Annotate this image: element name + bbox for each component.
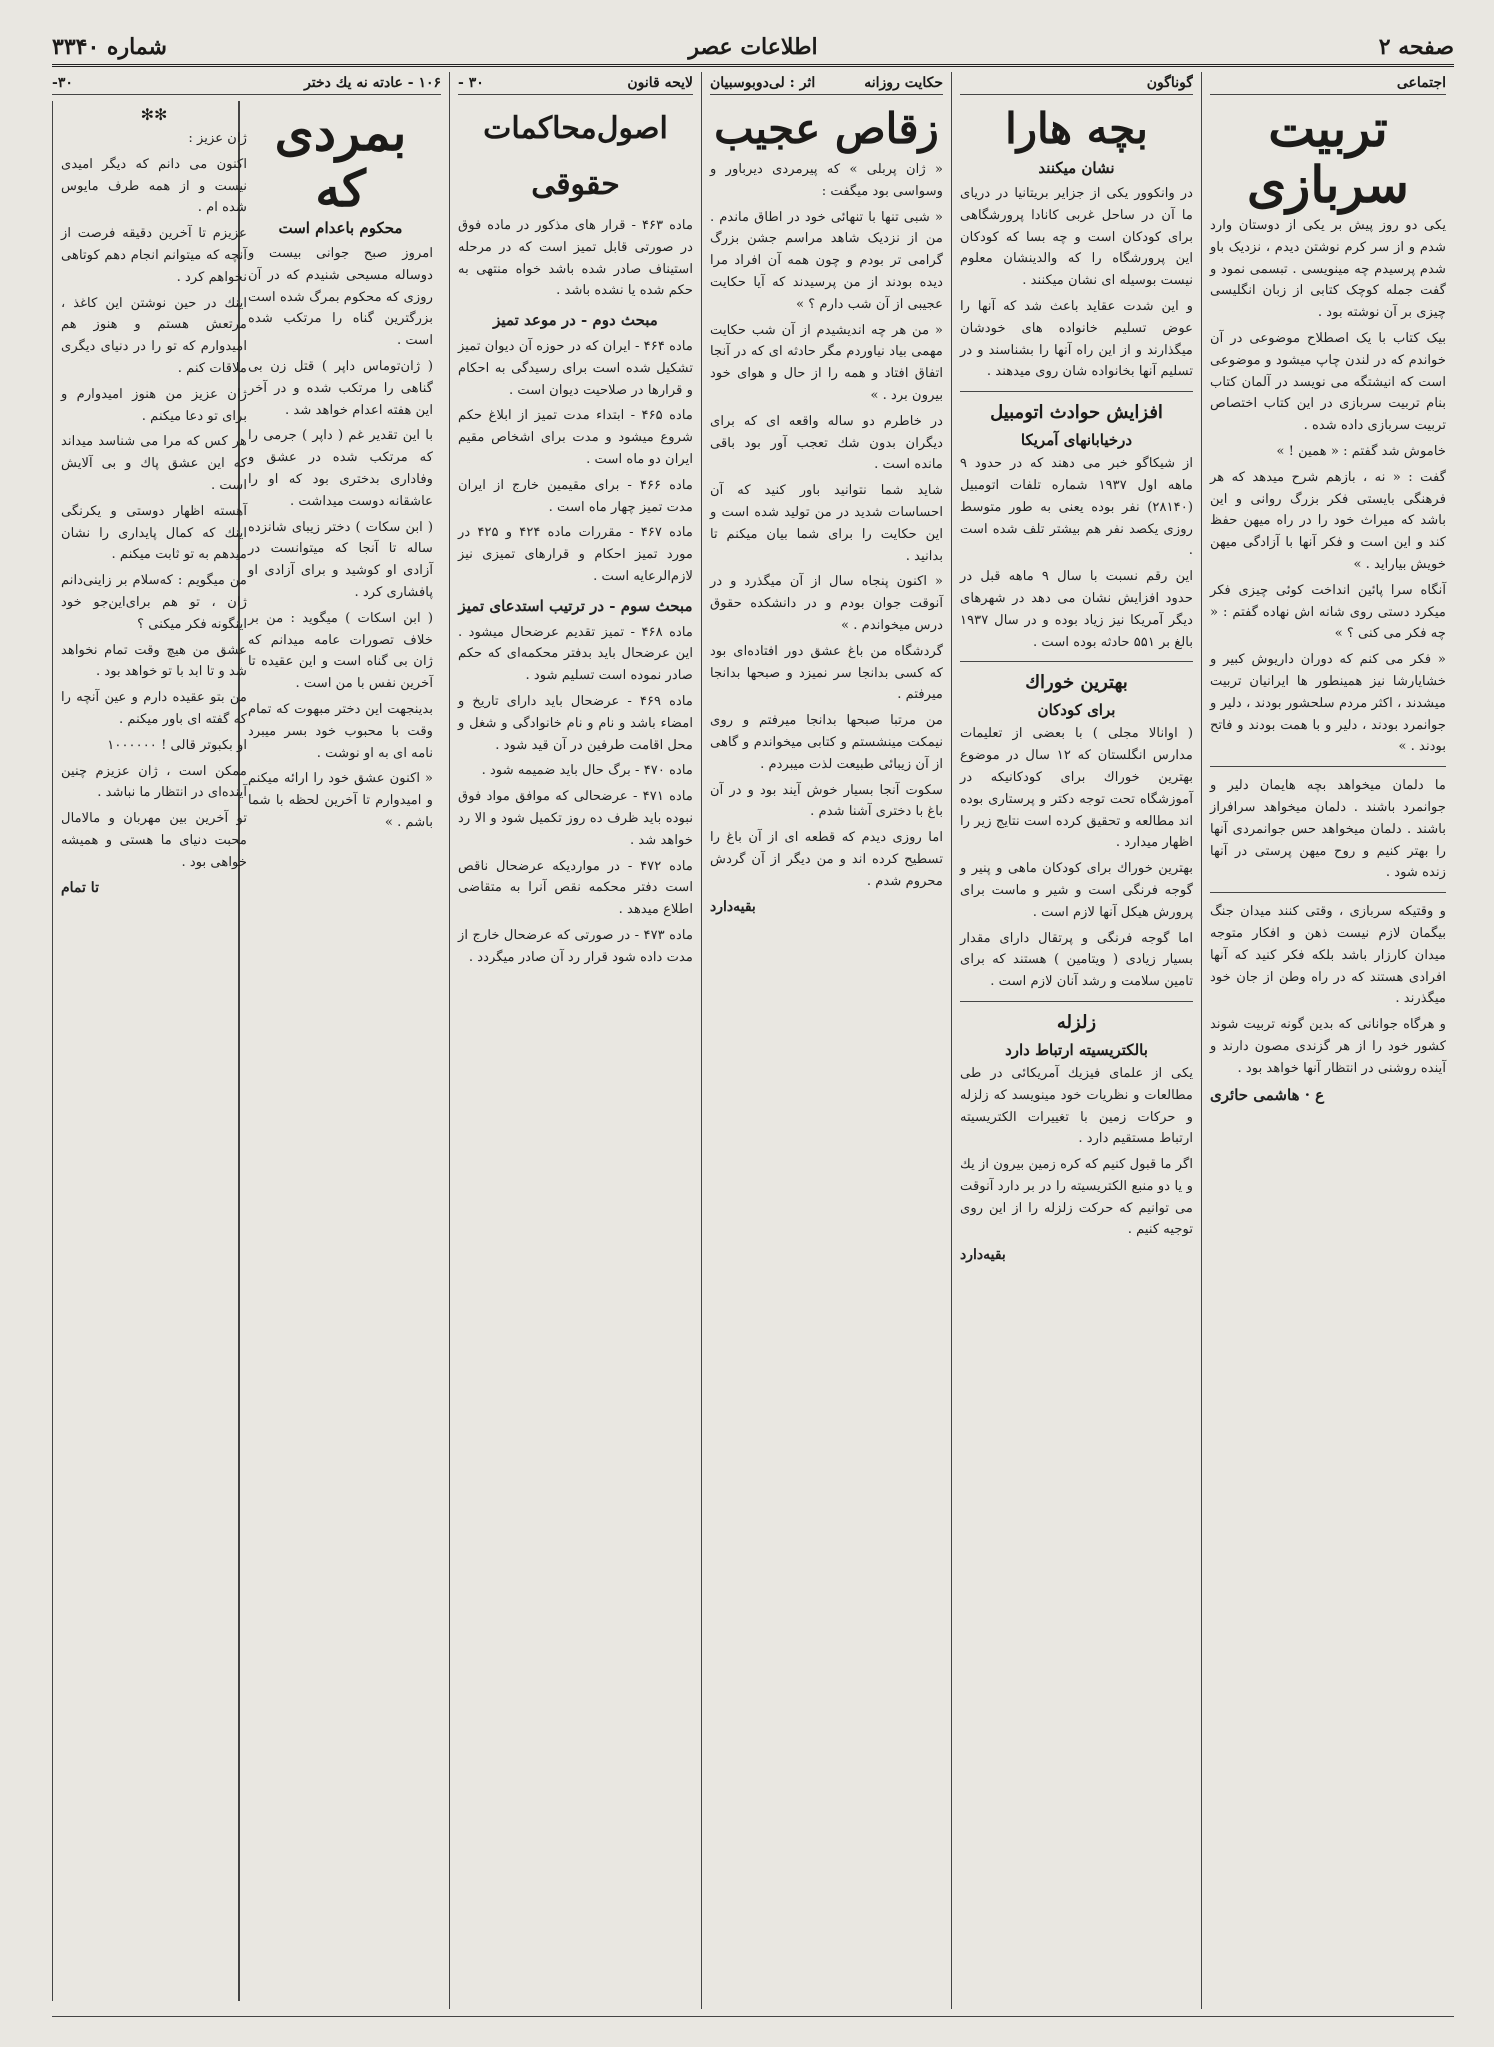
article-body xyxy=(960,183,1193,383)
column-miscellaneous xyxy=(951,72,1201,2009)
divider xyxy=(1210,766,1446,767)
article-body xyxy=(960,723,1193,993)
section-heading: مبحث دوم - در موعد تمیز xyxy=(493,311,658,330)
page-number: صفحه ۲ xyxy=(1378,34,1454,60)
issue-number: شماره ۳۳۴۰ xyxy=(52,34,167,60)
paragraph: و وقتیکه سربازی ، وقتی کنند میدان جنگ بیگمان لازم نیست ذهن و افکار متوجه میدان کارزار باشد بلکه فکر کنید که آنها افرادی هستند که در راه وطن از جان خود میگذرند . xyxy=(1210,904,1446,1007)
paragraph: ماده ۴۶۳ - قرار های مذکور در ماده فوق در صورتی قابل تمیز است که در مرحله استیناف صادر شده باشد خواه منتهی به حکم شده یا نشده باشد . xyxy=(458,218,694,299)
paragraph: بیک کتاب با یک اصطلاح موضوعی در آن خواندم که در لندن چاپ میشود و موضوعی است که انیشتگه می نویسد در آلمان کتاب بنام تربیت سربازی در این کتاب اختصاص تربیت سربازی داده شده . xyxy=(1210,330,1446,434)
article-body xyxy=(458,215,693,969)
headline-earthquake: زلزله xyxy=(1056,1011,1097,1033)
article-body xyxy=(710,159,943,918)
section-tag: حکایت روزانه xyxy=(864,75,943,91)
paragraph: سکوت آنجا بسیار خوش آیند بود و در آن باغ با دختری آشنا شدم . xyxy=(710,782,943,820)
article-body xyxy=(1210,215,1446,1107)
paragraph: امروز صبح جوانی بیست و دوساله مسیحی شنیدم که در آن روزی که محکوم بمرگ شده است بزرگترین گناه را مرتکب شده است . xyxy=(248,246,433,349)
paragraph: یکی دو روز پیش بر یکی از دوستان وارد شدم و از سر کرم نوشتن دیدم ، نزدیک باو شدم پرسیدم چه مینویسی . تبسمی نمود و گفت جمله کوچک کتابی از زبان انگلیسی چیزی بر آن نوشته بود . xyxy=(1210,218,1446,321)
section-tag: لایحه قانون xyxy=(627,75,693,91)
letter-part-b xyxy=(52,101,255,2001)
headline-military-training: تربیت سربازی xyxy=(1247,99,1409,214)
divider xyxy=(960,391,1193,392)
paragraph: آنگاه سرا پائین انداخت کوئی چیزی فکر میکرد دستی روی شانه اش نهاده گفتم : « چه فکر می کنی ؟ » xyxy=(1210,582,1446,642)
paper-name: اطلاعات عصر xyxy=(688,34,818,60)
paragraph: ژان عزیز : xyxy=(188,131,247,146)
paragraph: اکنون می دانم که دیگر امیدی نیست و از همه طرف مایوس شده ام . xyxy=(61,156,247,216)
letter-part-a xyxy=(239,101,441,2001)
paragraph: ممکن است ، ژان عزیزم چنین آینده‌ای در انتظار ما نباشد . xyxy=(61,763,247,801)
paragraph: ماده ۴۶۶ - برای مقیمین خارج از ایران مدت تمیز چهار ماه است . xyxy=(458,477,693,515)
paragraph: این رقم نسبت با سال ۹ ماهه قبل در حدود افزایش نشان می دهد در شهرهای دیگر آمریکا نیز زیاد بوده و در سال ۱۹۳۷ بالغ بر ۵۵۱ حادثه بوده است . xyxy=(960,569,1193,650)
paragraph: « اکنون عشق خود را ارائه میکنم و امیدوارم تا آخرین لحظه با شما باشم . » xyxy=(248,771,433,830)
headline-children: بچه هارا xyxy=(1005,104,1148,153)
paragraph: من مرتبا صبحها بدانجا میرفتم و روی نیمکت مینشستم و کتابی میخواندم و گاهی از آن زیبائی طبیعت لذت میبردم . xyxy=(710,713,943,772)
paragraph: گفت : « نه ، بازهم شرح میدهد که هر فرهنگی بایستی فکر بزرگ روانی و این باشد که میراث خود را در راه میهن حفظ کند و این است و فکر آنها با آزادگی میهن خویش بیاراید . » xyxy=(1210,469,1446,572)
section-tag: گوناگون xyxy=(1146,75,1193,91)
headline-best-food: بهترین خوراك xyxy=(1025,672,1128,694)
end-note: تا تمام xyxy=(61,879,99,896)
headline-to-the-man: بمردی که xyxy=(274,103,407,218)
paragraph: بهترین خوراك برای کودکان ماهی و پنیر و گوجه فرنگی است و شیر و ماست برای پرورش هیکل آنها لازم است . xyxy=(960,861,1193,920)
section-heading: مبحث سوم - در ترتیب استدعای تمیز xyxy=(458,596,693,615)
section-tag: اجتماعی xyxy=(1396,75,1446,91)
divider xyxy=(960,661,1193,662)
section-tag: ۱۰۶ - عادته نه یك دختر xyxy=(304,75,441,91)
paragraph: ماده ۴۷۰ - برگ حال باید ضمیمه شود . xyxy=(481,763,693,779)
paragraph: خاموش شد گفتم : « همین ! » xyxy=(1276,443,1446,459)
paragraph: یکی از علمای فیزیك آمریکائی در طی مطالعات و نظریات خود مینویسد که زلزله و حرکات زمین با تغییرات الکتریسیته ارتباط مستقیم دارد . xyxy=(960,1065,1193,1147)
paragraph: ماده ۴۶۴ - ایران که در حوزه آن دیوان تمیز تشکیل شده است برای رسیدگی به احکام و قرارها در صلاحیت دیوان است . xyxy=(458,338,693,398)
paragraph: ( ابن سکات ) دختر زیبای شانزده ساله تا آنجا که میتوانست در آزادی او کوشید و برای آزادی او پافشاری کرد . xyxy=(248,519,433,600)
paragraph: و هرگاه جوانانی که بدین گونه تربیت شوند کشور خود را از هر گزندی مصون دارند و آینده روشنی در انتظار آنها خواهد بود . xyxy=(1210,1017,1446,1076)
paragraph: در خاطرم دو ساله واقعه ای که برای دیگران بدون شك تعجب آور بود باقی مانده است . xyxy=(710,413,943,473)
paragraph: از شیکاگو خبر می دهند که در حدود ۹ ماهه اول ۱۹۳۷ شماره تلفات اتومبیل (۲۸۱۴۰) نفر بوده یعنی به طور متوسط روزی یکصد نفر هم بیشتر تلف شده است . xyxy=(960,456,1193,559)
paragraph: اما گوجه فرنگی و پرتقال دارای مقدار بسیار زیادی ( ویتامین ) هستند که برای تامین سلامت و رشد آنان لازم است . xyxy=(960,930,1193,990)
paragraph: « من هر چه اندیشیدم از آن شب حکایت مهمی بیاد نیاوردم مگر حادثه ای که در آنجا اتفاق افتاد و همه را از حال و هوای خود بیرون برد . » xyxy=(710,322,943,403)
paragraph: « اکنون پنجاه سال از آن میگذرد و در آنوقت جوان بودم و در دانشکده حقوق درس میخواندم . » xyxy=(710,574,943,633)
paragraph: ژان عزیز من هنوز امیدوارم و برای تو دعا میکنم . xyxy=(61,386,247,424)
column-letter xyxy=(44,72,449,2009)
paragraph: ماده ۴۷۱ - عرضحالی که موافق مواد فوق نبوده باید ظرف ده روز تکمیل شود و الا رد خواهد شد . xyxy=(458,789,693,848)
article-body xyxy=(960,453,1193,653)
paragraph: با این تقدیر غم ( داپر ) جرمی را که مرتکب شده در عشق و وفاداری بدختری بود که او را عاشقانه دوست میداشت . xyxy=(248,428,433,509)
divider xyxy=(1210,892,1446,893)
story-author: اثر : لی‌دوبوسبیان xyxy=(710,75,816,91)
paragraph: « شبی تنها با تنهائی خود در اطاق ماندم . من از نزدیک شاهد مراسم جشن بزرگ گرامی تر بودم و چون همه آن افراد مرا دیده بودند از من پرسیدند که آیا حکایت عجیبی از آن شب دارم ؟ » xyxy=(710,209,943,312)
paragraph: او بکبوتر قالی ! ۱۰۰۰۰۰۰ xyxy=(107,737,247,753)
continued-note: بقیه‌دارد xyxy=(710,898,756,915)
headline-strange-dancer: زقاص عجیب xyxy=(714,104,939,153)
ornament-icon: ✻✻ xyxy=(140,105,168,124)
paragraph: اینك در حین نوشتن این کاغذ ، مرتعش هستم و هنوز هم امیدوارم که تو را در دنیای دیگری ملاقات کنم . xyxy=(61,295,247,376)
paragraph: عزیزم تا آخرین دقیقه فرصت از آنچه که میتوانم انجام دهم کوتاهی نخواهم کرد . xyxy=(61,226,247,285)
continued-note: بقیه‌دارد xyxy=(960,1247,1006,1264)
column-law xyxy=(449,72,701,2009)
paragraph: من بتو عقیده دارم و عین آنچه را که گفته ای باور میکنم . xyxy=(61,690,247,727)
article-body xyxy=(960,1063,1193,1267)
subheadline: نشان میکنند xyxy=(1038,159,1115,177)
paragraph: اگر ما قبول کنیم که کره زمین بیرون از یك و یا دو منبع الکتریسیته را در بر دارد آنوقت می توانیم که حرکت زلزله را از این روی توجیه کنیم . xyxy=(960,1157,1193,1238)
paragraph: « ژان پربلی » که پیرمردی دیرباور و وسواسی بود میگفت : xyxy=(710,162,943,199)
author-signature: ع · هاشمی حائری xyxy=(1210,1086,1325,1105)
paragraph: شاید شما نتوانید باور کنید که آن احساسات شدید در من تولید شده است و این حکایت را برای شما بیان میکنم تا بدانید . xyxy=(710,483,943,564)
divider xyxy=(960,1001,1193,1002)
paragraph: در وانکوور یکی از جزایر بریتانیا در دریای ما آن در ساحل غربی کانادا پرورشگاهی برای کودکان است و چه بسا که کودکان این پرورشگاه را که والدینشان معلوم نیست بوسیله ای نشان میکنند . xyxy=(960,186,1193,289)
column-daily-story xyxy=(701,72,951,2009)
paragraph: بدینجهت این دختر مبهوت که تمام وقت با محبوب خود بسر میبرد نامه ای به او نوشت . xyxy=(248,701,433,761)
paragraph: عشق من هیچ وقت تمام نخواهد شد و تا ابد با تو خواهد بود . xyxy=(61,642,247,680)
paragraph: ماده ۴۷۲ - در مواردیکه عرضحال ناقص است دفتر محکمه نقص آنرا به متقاضی اطلاع میدهد . xyxy=(458,858,693,918)
serial-number: ۳۰ - xyxy=(458,75,484,91)
column-social xyxy=(1201,72,1454,2009)
paragraph: ماده ۴۶۷ - مقررات ماده ۴۲۴ و ۴۲۵ در مورد تمیز احکام و قرارهای تمیزی نیز لازم‌الرعایه است . xyxy=(458,525,694,584)
paragraph: تو آخرین بین مهربان و مالامال محبت دنیای ما هستی و همیشه خواهی بود . xyxy=(61,811,247,870)
masthead xyxy=(52,30,1454,67)
paragraph: ماده ۴۶۵ - ابتداء مدت تمیز از ابلاغ حکم شروع میشود و مدت برای اشخاص مقیم ایران دو ماه است . xyxy=(458,408,693,467)
footer-rule xyxy=(52,2016,1454,2017)
paragraph: هر کس که مرا می شناسد میداند که این عشق پاك و بی آلایش است . xyxy=(61,434,247,493)
paragraph: ( ابن اسکات ) میگوید : من بر خلاف تصورات عامه میدانم که ژان بی گناه است و این عقیده تا آخرین نفس با من است . xyxy=(248,610,433,692)
paragraph: ( ژان‌توماس داپر ) قتل زن بی گناهی را مرتکب شده و در آخر این هفته اعدام خواهد شد . xyxy=(248,358,433,418)
subheadline: برای کودکان xyxy=(1037,701,1116,720)
headline-civil-procedure: اصول‌محاکمات حقوقی xyxy=(483,111,668,202)
paragraph: ( اوانالا مجلی ) با بعضی از تعلیمات مدارس انگلستان که ۱۲ سال در موضوع بهترین خوراك برای کودکانیکه در آموزشگاه تحت توجه دکتر و پرستاری بوده اند مطالعه و تحقیق کرده است نتایج زیر را اظهار میدارد . xyxy=(960,726,1193,851)
serial-number: ۳۰- xyxy=(52,75,73,91)
paragraph: من میگویم : که‌سلام بر زاینی‌دانم ژان ، تو هم برای‌این‌جو خود اینگونه فکر میکنی ؟ xyxy=(61,573,247,632)
paragraph: « فکر می کنم که دوران داریوش کبیر و خشایارشا نیز همینطور ها ایرانیان تربیت میشدند ، اکثر مردم سلحشور بودند ، دلیر و جوانمرد بودند ، دلیر و با همت بودند و فاتح بودند . » xyxy=(1210,652,1446,755)
paragraph: ماده ۴۷۳ - در صورتی که عرضحال خارج از مدت داده شود قرار رد آن صادر میگردد . xyxy=(458,927,694,965)
paragraph: آهسته اظهار دوستی و یکرنگی اینك که کمال پایداری را نشان میدهم به تو ثابت میکنم . xyxy=(61,503,247,563)
paragraph: ماده ۴۶۹ - عرضحال باید دارای تاریخ و امضاء باشد و نام و نام خانوادگی و شغل و محل اقامت طرفین در آن قید شود . xyxy=(458,693,693,753)
subheadline: درخیابانهای آمریکا xyxy=(1020,431,1133,450)
paragraph: گردشگاه من باغ عشق دور افتاده‌ای بود که کسی بدانجا سر نمیزد و صبحها بدانجا میرفتم . xyxy=(710,643,943,703)
paragraph: اما روزی دیدم که قطعه ای از آن باغ را تسطیح کرده اند و من دیگر از آن گردش محروم شدم . xyxy=(710,830,943,889)
paragraph: ما دلمان میخواهد بچه هایمان دلیر و جوانمرد باشند . دلمان میخواهد سرافراز باشند . دلمان میخواهد حس جوانمردی آنها را بهتر کنیم و روح میهن پرستی در آنها زنده شود . xyxy=(1210,778,1446,881)
paragraph: ماده ۴۶۸ - تمیز تقدیم عرضحال میشود . این عرضحال باید بدفتر محکمه‌ای که حکم صادر نموده است تسلیم شود . xyxy=(458,624,693,684)
subheadline: محکوم باعدام است xyxy=(278,219,403,237)
subheadline: بالکتریسیته ارتباط دارد xyxy=(1005,1040,1148,1059)
headline-car-accidents: افزایش حوادث اتومبیل xyxy=(990,402,1163,424)
paragraph: و این شدت عقاید باعث شد که آنها را عوض تسلیم خانواده های خودشان میگذارند و از این راه آنها را بشناسند و در تسلیم آنها بخانواده شان روی میدهند . xyxy=(960,298,1193,380)
